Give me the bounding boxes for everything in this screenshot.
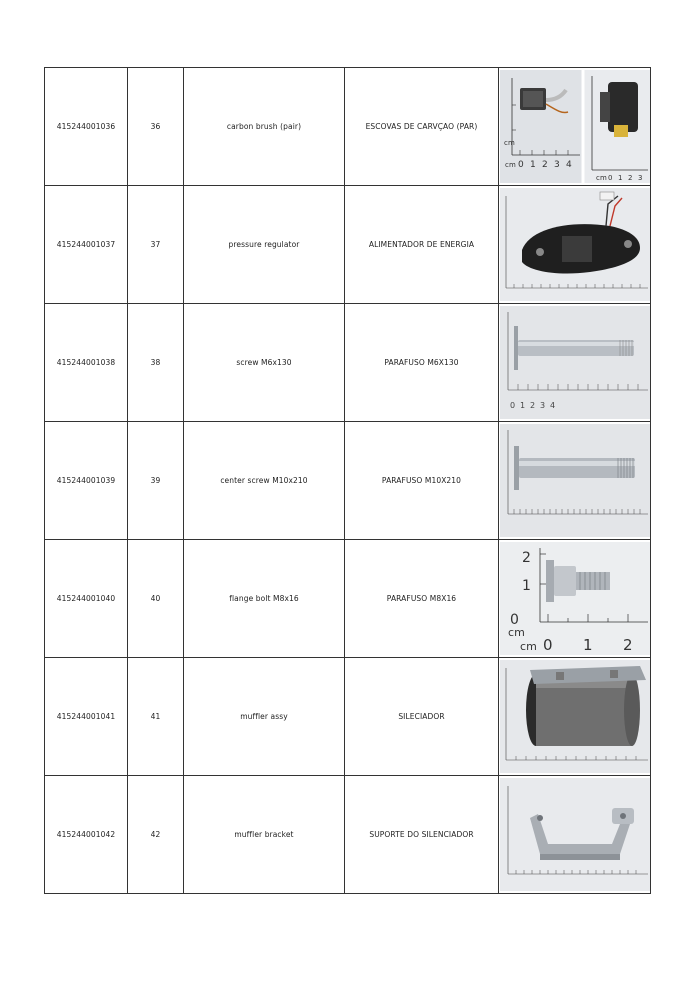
ruler-tick-label: 0: [542, 636, 553, 654]
ruler-tick-label: 1: [529, 160, 536, 170]
ruler-tick-label: 3: [553, 160, 560, 170]
ruler-tick-label: 3: [539, 401, 545, 410]
description-en: center screw M10x210: [184, 422, 345, 540]
ruler-cm-label-2: cm: [519, 640, 537, 653]
description-pt: PARAFUSO M8X16: [345, 540, 499, 658]
description-pt: ESCOVAS DE CARVÇAO (PAR): [345, 68, 499, 186]
description-pt: SILECIADOR: [345, 658, 499, 776]
muffler-bracket-photo: [500, 778, 650, 891]
center-screw-photo: [500, 424, 650, 537]
parts-table: [44, 67, 651, 894]
position-number: 40: [128, 540, 184, 658]
table-row: [45, 658, 651, 776]
table-row: [45, 422, 651, 540]
part-code: 415244001038: [45, 304, 128, 422]
part-code: 415244001042: [45, 776, 128, 894]
position-number: 42: [128, 776, 184, 894]
ruler-tick-label: 0: [509, 612, 519, 628]
ruler-cm-label: cm: [507, 626, 525, 639]
description-pt: PARAFUSO M6X130: [345, 304, 499, 422]
pressure-regulator-photo: [500, 188, 650, 301]
description-en: screw M6x130: [184, 304, 345, 422]
description-pt: ALIMENTADOR DE ENERGIA: [345, 186, 499, 304]
table-row: [45, 68, 651, 186]
table-row: [45, 186, 651, 304]
description-pt: SUPORTE DO SILENCIADOR: [345, 776, 499, 894]
ruler-tick-label: 1: [582, 636, 593, 654]
table-row: [45, 540, 651, 658]
part-code: 415244001041: [45, 658, 128, 776]
position-number: 36: [128, 68, 184, 186]
description-pt: PARAFUSO M10X210: [345, 422, 499, 540]
muffler-photo: [500, 660, 650, 773]
ruler-tick-label: 4: [565, 160, 572, 170]
ruler-tick-label: 2: [521, 550, 531, 566]
screw-m6x130-photo: [500, 306, 650, 419]
ruler-tick-label: 3: [637, 174, 643, 182]
ruler-tick-label: 4: [549, 401, 555, 410]
ruler-tick-label: 0: [517, 160, 524, 170]
ruler-tick-label: 1: [617, 174, 623, 182]
part-code: 415244001037: [45, 186, 128, 304]
part-code: 415244001039: [45, 422, 128, 540]
position-number: 39: [128, 422, 184, 540]
ruler-tick-label: 0: [509, 401, 515, 410]
ruler-tick-label: 2: [529, 401, 535, 410]
ruler-tick-label: 1: [521, 578, 531, 594]
ruler-tick-label: 0: [607, 174, 613, 182]
flange-bolt-photo: [500, 542, 650, 655]
ruler-cm-label-2: cm: [504, 161, 516, 169]
ruler-tick-label: 2: [627, 174, 633, 182]
part-code: 415244001036: [45, 68, 128, 186]
position-number: 38: [128, 304, 184, 422]
ruler-tick-label: 2: [622, 636, 633, 654]
position-number: 37: [128, 186, 184, 304]
ruler-cm-label: cm: [503, 139, 515, 147]
description-en: muffler assy: [184, 658, 345, 776]
carbon-brush-photo: [500, 70, 650, 183]
table-row: [45, 776, 651, 894]
ruler-cm-label-3: cm: [595, 174, 607, 182]
ruler-tick-label: 1: [519, 401, 525, 410]
part-code: 415244001040: [45, 540, 128, 658]
description-en: carbon brush (pair): [184, 68, 345, 186]
table-row: [45, 304, 651, 422]
ruler-tick-label: 2: [541, 160, 548, 170]
position-number: 41: [128, 658, 184, 776]
description-en: pressure regulator: [184, 186, 345, 304]
description-en: muffler bracket: [184, 776, 345, 894]
description-en: flange bolt M8x16: [184, 540, 345, 658]
